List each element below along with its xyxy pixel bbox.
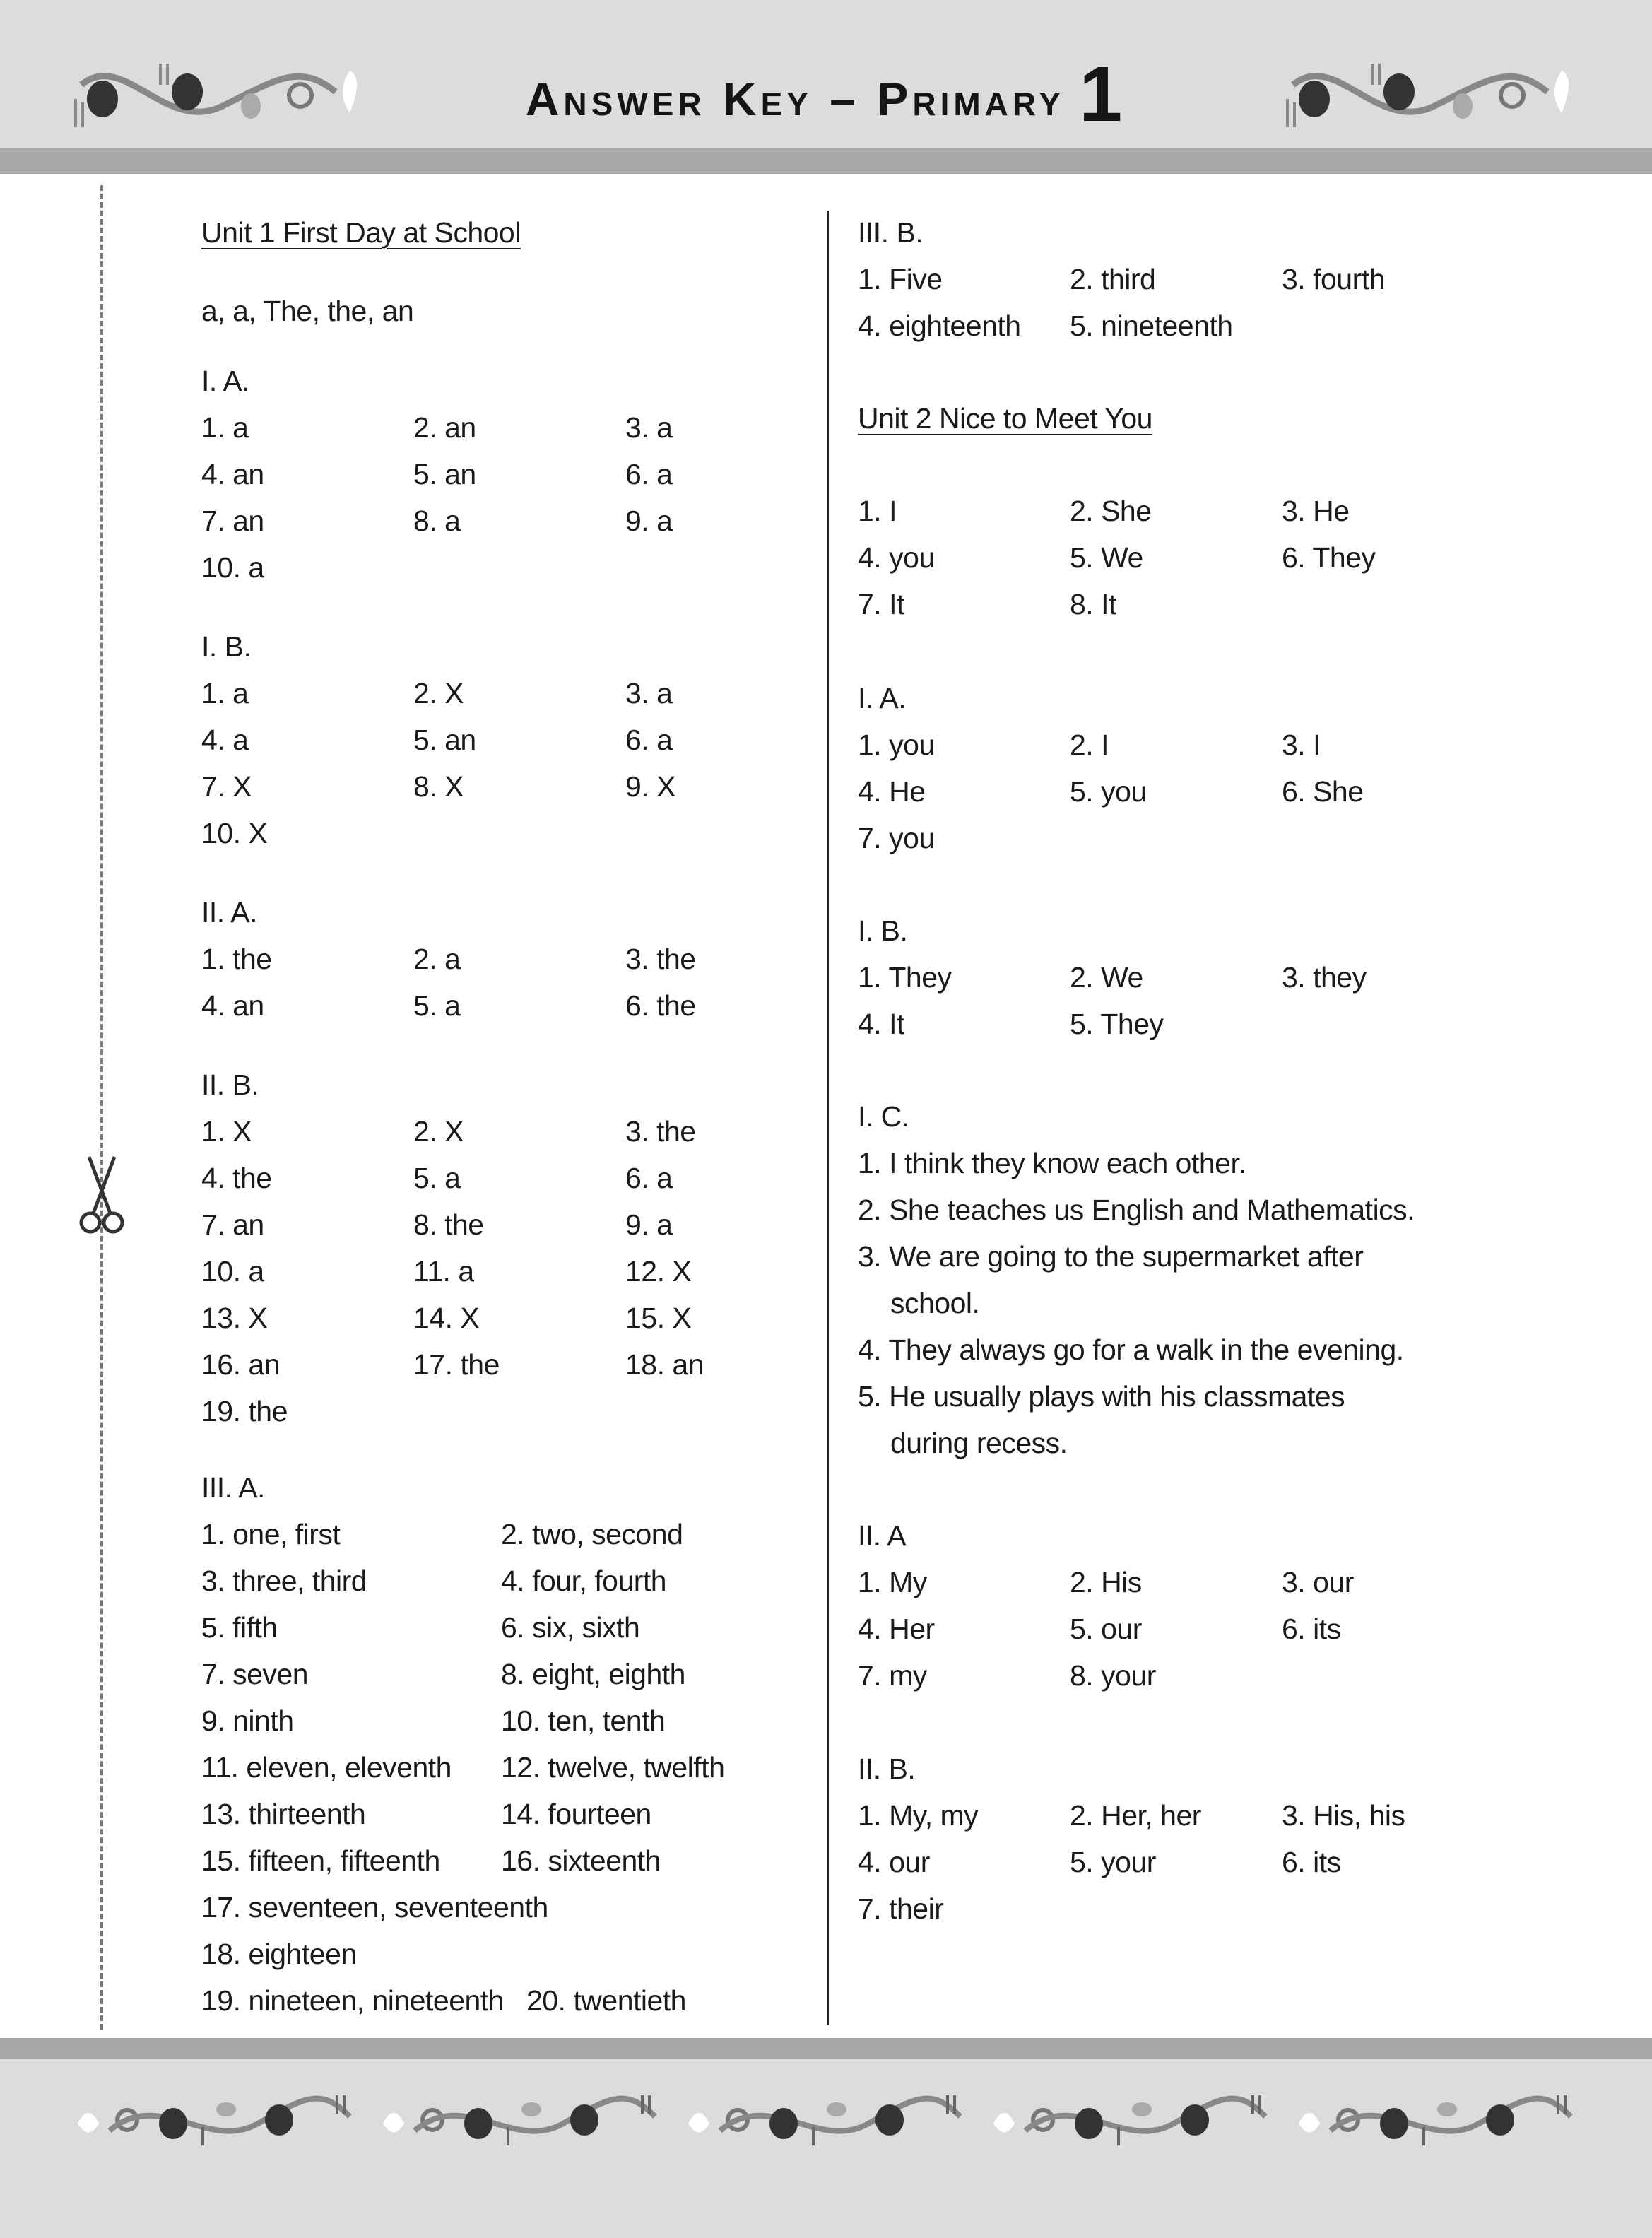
answer-item: 17. the	[413, 1348, 500, 1381]
answer-item: 2. a	[413, 943, 461, 975]
answer-item: 13. thirteenth	[201, 1798, 366, 1830]
ornament-icon	[1288, 2088, 1592, 2152]
sentence-item: 4. They always go for a walk in the evening.	[858, 1333, 1404, 1366]
unit2-section-2a	[858, 1512, 1494, 1699]
answer-item: 5. fifth	[201, 1611, 278, 1644]
ornament-icon	[678, 2088, 981, 2152]
section-heading: II. A	[858, 1519, 907, 1552]
answer-item: 5. you	[1070, 775, 1147, 808]
answer-item: 1. a	[201, 411, 249, 444]
answer-item	[501, 1931, 801, 1977]
section-2a	[201, 889, 837, 1029]
unit2-section-1a	[858, 675, 1494, 861]
header-bar	[0, 148, 1652, 174]
sentence-item: 5. He usually plays with his classmates	[858, 1380, 1345, 1413]
section-1a	[201, 358, 837, 591]
answer-item: 1. the	[201, 943, 272, 975]
unit1-title: Unit 1 First Day at School	[201, 216, 521, 249]
answer-item: 5. a	[413, 989, 461, 1022]
answer-item: 4. an	[201, 989, 264, 1022]
answer-item: 1. one, first	[201, 1518, 341, 1550]
unit1-intro: a, a, The, the, an	[201, 295, 414, 327]
answer-item: 4. you	[858, 541, 935, 574]
answer-item: 7. X	[201, 770, 252, 803]
answer-item: 6. six, sixth	[501, 1611, 640, 1644]
section-heading: I. A.	[201, 365, 250, 397]
section-1b	[201, 623, 837, 856]
unit2-intro	[858, 488, 1494, 628]
answer-item: 6. its	[1282, 1846, 1341, 1878]
answer-item: 7. seven	[201, 1658, 308, 1690]
answer-item: 2. She	[1070, 495, 1152, 527]
answer-item: 1. They	[858, 961, 952, 994]
answer-item: 6. the	[625, 989, 696, 1022]
section-heading: III. A.	[201, 1471, 265, 1504]
section-heading: II. B.	[201, 1068, 259, 1101]
sentence-item: 1. I think they know each other.	[858, 1147, 1246, 1179]
unit2-section-1c	[858, 1093, 1415, 1466]
ornament-icon	[67, 57, 378, 134]
answer-item: 15. fifteen, fifteenth	[201, 1844, 440, 1877]
answer-item: 9. X	[625, 770, 675, 803]
answer-item: 19. nineteen, nineteenth	[201, 1984, 504, 2017]
section-heading: I. B.	[201, 630, 252, 663]
answer-item: 10. ten, tenth	[501, 1704, 666, 1737]
section-heading: I. B.	[858, 914, 908, 947]
answer-item: 6. They	[1282, 541, 1376, 574]
answer-item: 10. a	[201, 1255, 264, 1288]
unit2-section-2b	[858, 1745, 1494, 1932]
answer-item: 3. He	[1282, 495, 1350, 527]
sentence-continuation: during recess.	[890, 1427, 1068, 1459]
answer-item: 2. X	[413, 677, 464, 709]
ornament-icon	[1279, 57, 1590, 134]
answer-item: 19. the	[201, 1395, 288, 1427]
answer-item: 5. an	[413, 458, 476, 490]
answer-item: 10. a	[201, 551, 264, 584]
section-heading: III. B.	[858, 216, 924, 249]
answer-item: 7. an	[201, 505, 264, 537]
ornament-icon	[372, 2088, 676, 2152]
answer-item: 2. Her, her	[1070, 1799, 1201, 1832]
answer-item: 9. a	[625, 505, 673, 537]
answer-item: 4. four, fourth	[501, 1565, 667, 1597]
answer-item: 3. His, his	[1282, 1799, 1405, 1832]
section-3b	[858, 209, 1494, 349]
answer-item: 4. eighteenth	[858, 310, 1021, 342]
answer-item: 7. an	[201, 1208, 264, 1241]
unit2-title: Unit 2 Nice to Meet You	[858, 402, 1152, 435]
answer-item: 17. seventeen, seventeenth	[201, 1891, 548, 1924]
answer-item: 8. the	[413, 1208, 484, 1241]
section-heading: II. B.	[858, 1753, 916, 1785]
answer-item	[501, 1884, 801, 1931]
answer-item: 3. the	[625, 1115, 696, 1148]
answer-item: 7. It	[858, 588, 904, 620]
answer-item: 7. you	[858, 822, 935, 854]
answer-item: 7. my	[858, 1659, 927, 1692]
answer-item: 12. X	[625, 1255, 692, 1288]
answer-item: 4. a	[201, 724, 249, 756]
sentence-continuation: school.	[890, 1287, 980, 1319]
answer-item: 6. She	[1282, 775, 1364, 808]
section-heading: II. A.	[201, 896, 258, 929]
answer-item: 5. our	[1070, 1613, 1142, 1645]
answer-item: 1. you	[858, 729, 935, 761]
answer-item: 4. the	[201, 1162, 272, 1194]
answer-item: 1. I	[858, 495, 897, 527]
answer-item: 5. They	[1070, 1008, 1164, 1040]
answer-item: 10. X	[201, 817, 268, 849]
answer-item: 9. ninth	[201, 1704, 294, 1737]
answer-item: 14. X	[413, 1302, 480, 1334]
answer-item: 1. My, my	[858, 1799, 979, 1832]
answer-item: 1. a	[201, 677, 249, 709]
sentence-item: 2. She teaches us English and Mathematics.	[858, 1194, 1415, 1226]
answer-item: 11. eleven, eleventh	[201, 1751, 452, 1784]
answer-item: 2. X	[413, 1115, 464, 1148]
section-2b	[201, 1061, 837, 1435]
answer-item: 5. nineteenth	[1070, 310, 1233, 342]
scissors-icon	[73, 1153, 130, 1238]
answer-item: 8. your	[1070, 1659, 1156, 1692]
answer-item: 5. We	[1070, 541, 1143, 574]
answer-item: 6. a	[625, 458, 673, 490]
answer-item: 4. He	[858, 775, 926, 808]
answer-item: 2. an	[413, 411, 476, 444]
answer-item: 8. It	[1070, 588, 1116, 620]
answer-item: 3. three, third	[201, 1565, 367, 1597]
answer-item: 15. X	[625, 1302, 692, 1334]
answer-item: 4. It	[858, 1008, 904, 1040]
answer-item: 8. X	[413, 770, 464, 803]
answer-item: 5. your	[1070, 1846, 1156, 1878]
ornament-icon	[983, 2088, 1287, 2152]
answer-item: 12. twelve, twelfth	[501, 1751, 725, 1784]
section-heading: I. C.	[858, 1100, 909, 1133]
answer-item: 4. an	[201, 458, 264, 490]
answer-item: 16. an	[201, 1348, 280, 1381]
ornament-icon	[67, 2088, 371, 2152]
answer-item: 18. an	[625, 1348, 704, 1381]
answer-item: 5. a	[413, 1162, 461, 1194]
answer-item: 4. Her	[858, 1613, 935, 1645]
answer-item: 3. a	[625, 677, 673, 709]
answer-item: 1. Five	[858, 263, 943, 295]
title-text: Answer Key – Primary	[525, 73, 1066, 125]
answer-item: 1. X	[201, 1115, 252, 1148]
answer-item: 13. X	[201, 1302, 268, 1334]
answer-item: 16. sixteenth	[501, 1844, 661, 1877]
answer-item: 3. I	[1282, 729, 1321, 761]
answer-item: 6. its	[1282, 1613, 1341, 1645]
answer-item: 2. We	[1070, 961, 1143, 994]
section-heading: I. A.	[858, 682, 907, 714]
answer-item: 2. two, second	[501, 1518, 683, 1550]
answer-item: 2. I	[1070, 729, 1109, 761]
answer-item: 3. the	[625, 943, 696, 975]
answer-item: 7. their	[858, 1892, 944, 1925]
answer-item: 2. His	[1070, 1566, 1142, 1598]
cut-line	[100, 185, 103, 2030]
answer-item: 8. a	[413, 505, 461, 537]
answer-item: 1. My	[858, 1566, 927, 1598]
answer-item: 6. a	[625, 1162, 673, 1194]
answer-item: 3. they	[1282, 961, 1367, 994]
answer-item: 20. twentieth	[526, 1984, 686, 2017]
answer-item: 6. a	[625, 724, 673, 756]
answer-item: 3. fourth	[1282, 263, 1385, 295]
footer-bar	[0, 2038, 1652, 2059]
answer-item: 5. an	[413, 724, 476, 756]
answer-item: 9. a	[625, 1208, 673, 1241]
section-3a	[201, 1464, 801, 2024]
answer-item: 14. fourteen	[501, 1798, 651, 1830]
answer-item: 11. a	[413, 1255, 474, 1288]
answer-item: 3. a	[625, 411, 673, 444]
answer-item: 3. our	[1282, 1566, 1354, 1598]
sentence-item: 3. We are going to the supermarket after	[858, 1240, 1364, 1273]
answer-item: 2. third	[1070, 263, 1156, 295]
unit2-section-1b	[858, 907, 1494, 1047]
answer-item: 18. eighteen	[201, 1938, 357, 1970]
answer-item: 4. our	[858, 1846, 930, 1878]
answer-row	[201, 1977, 801, 2024]
answer-item: 8. eight, eighth	[501, 1658, 685, 1690]
title-number: 1	[1079, 51, 1127, 138]
